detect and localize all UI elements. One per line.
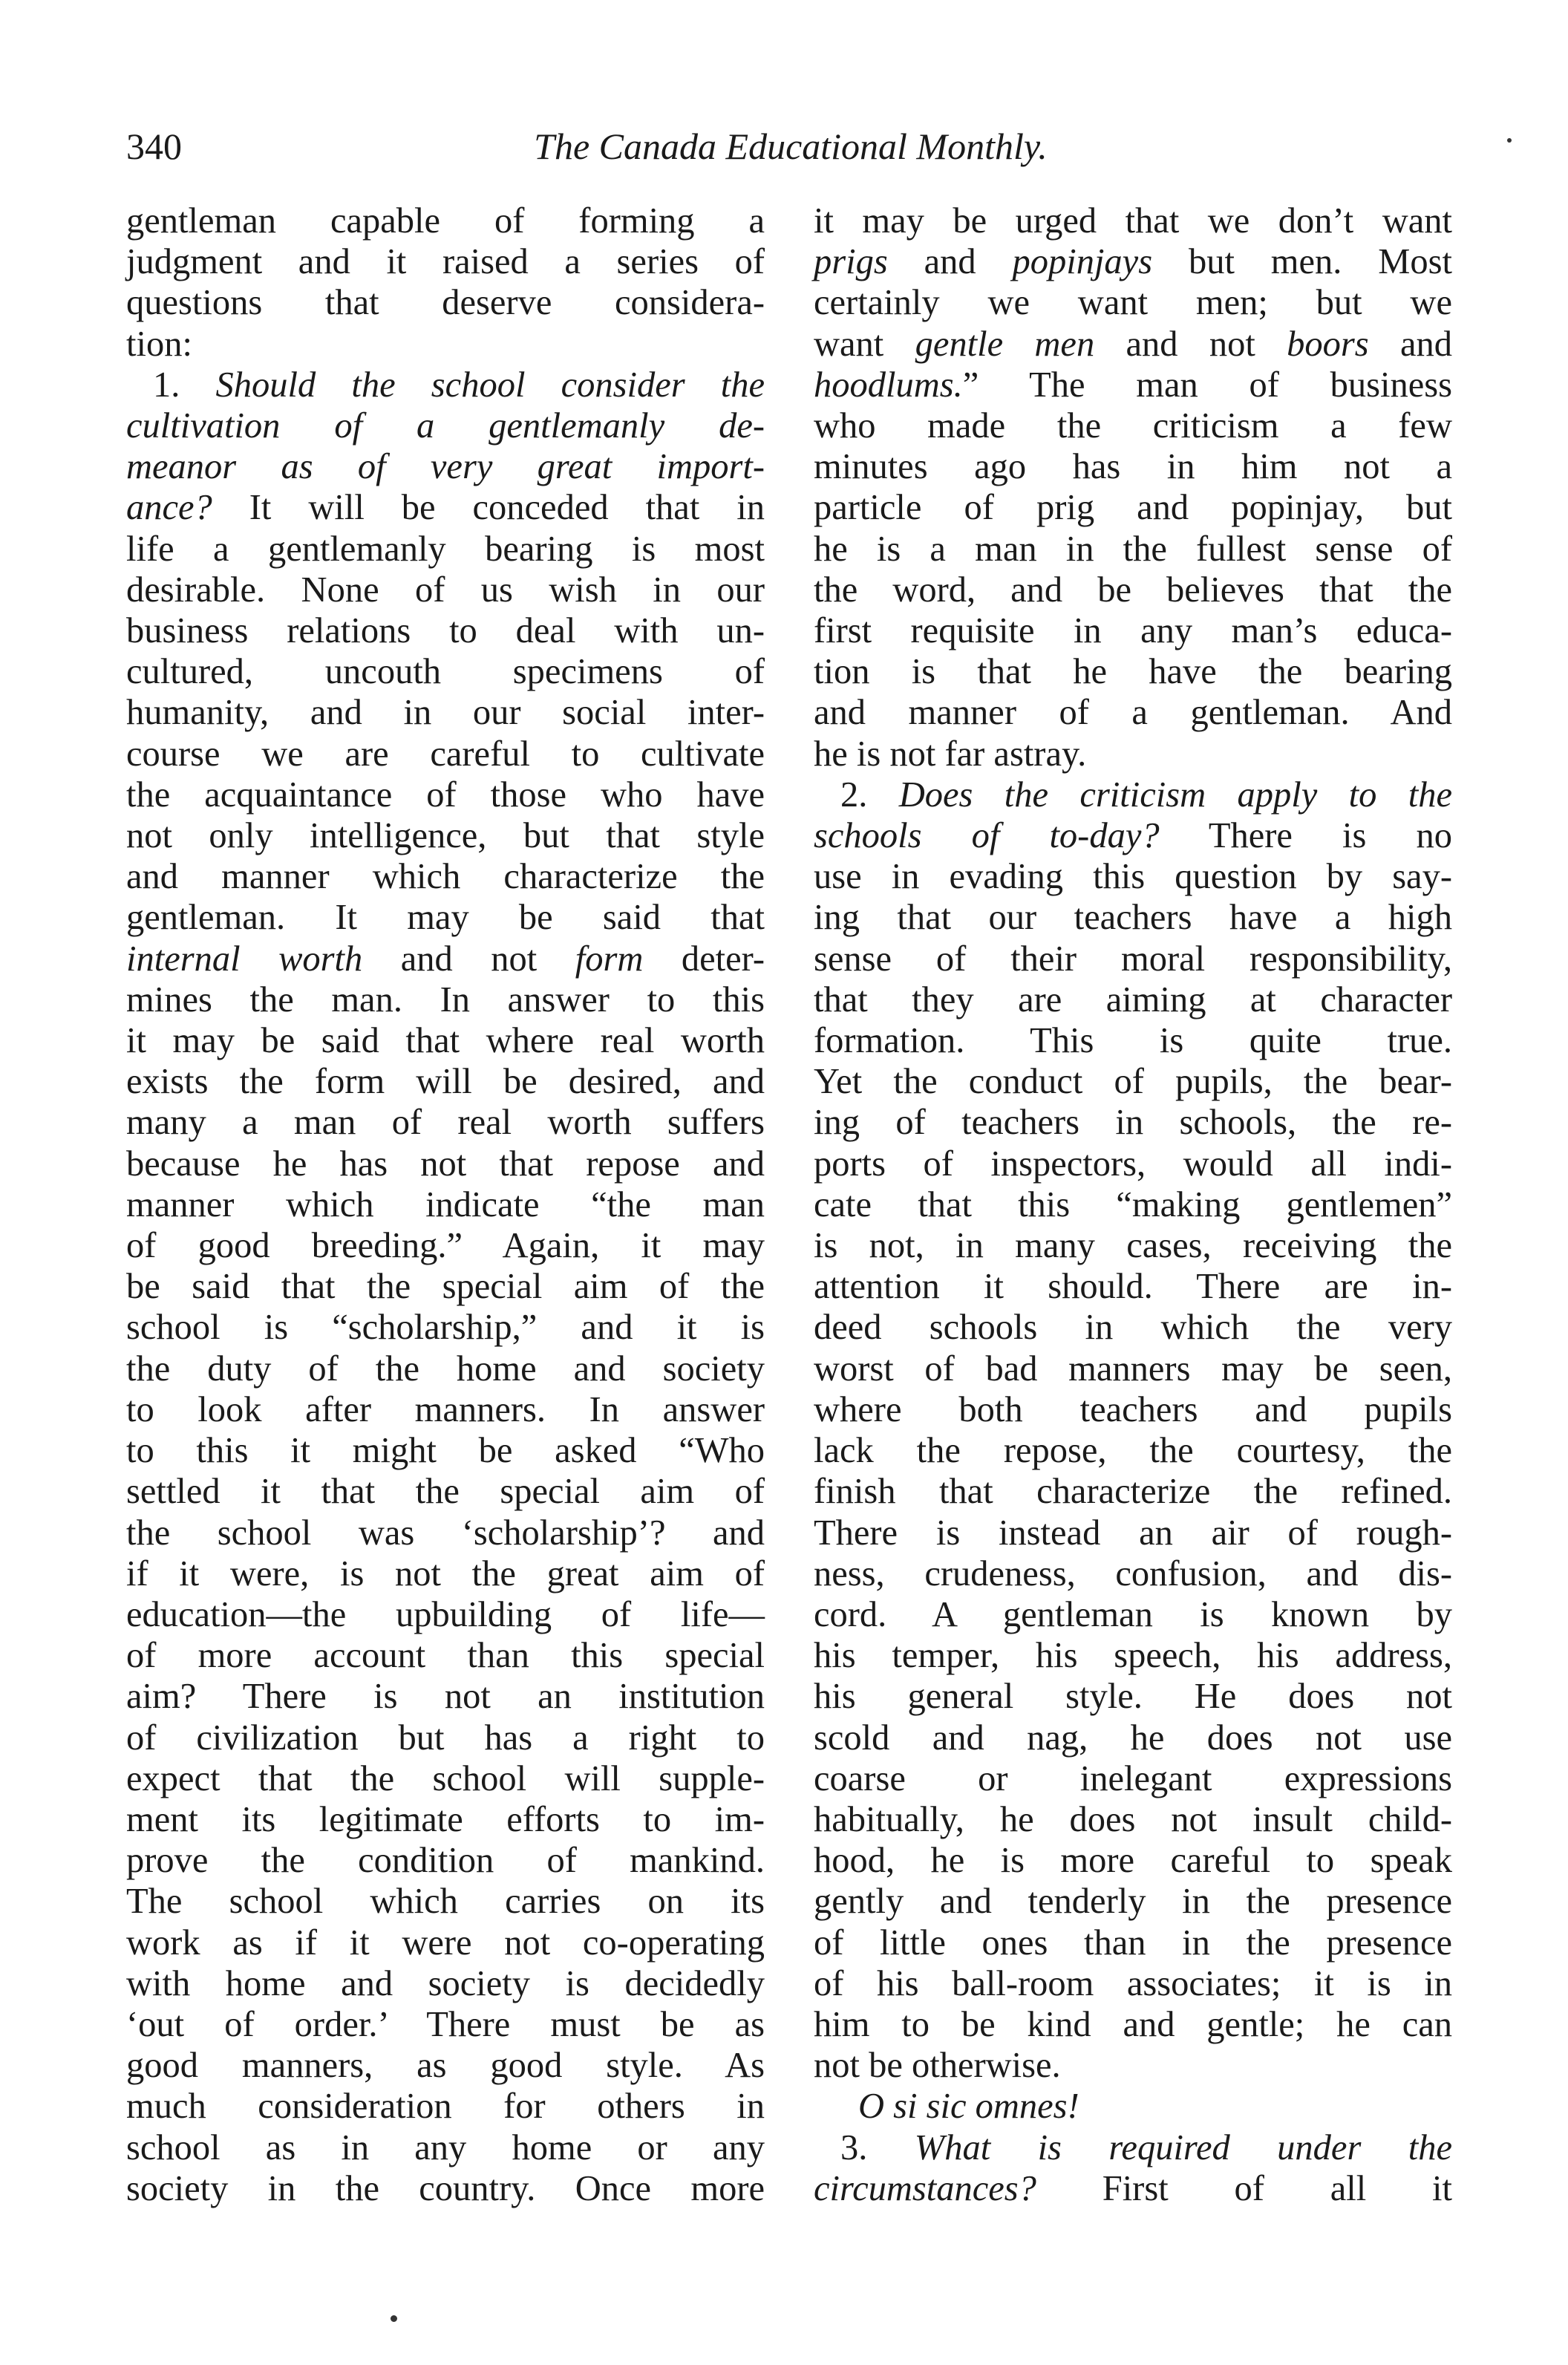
text-line: many a man of real worth suffers (126, 1103, 765, 1143)
text-line: because he has not that repose and (126, 1144, 765, 1184)
text-line: O si sic omnes! (858, 2087, 1079, 2127)
text-line: is not, in many cases, receiving the (814, 1226, 1452, 1266)
text-line: good manners, as good style. As (126, 2046, 765, 2086)
text-line: humanity, and in our social inter- (126, 693, 765, 733)
text-line: formation. This is quite true. (814, 1021, 1452, 1061)
page-header (126, 125, 1455, 192)
text-line: 3. What is required under the (840, 2127, 1453, 2167)
text-line: particle of prig and popinjay, but (814, 488, 1452, 528)
page-number: 340 (126, 125, 182, 167)
text-line: schools of to-day? There is no (814, 816, 1452, 856)
text-line: prove the condition of mankind. (126, 1841, 765, 1881)
text-line: life a gentlemanly bearing is most (126, 529, 765, 569)
text-line: expect that the school will supple- (126, 1758, 765, 1798)
text-line: gentleman capable of forming a (126, 201, 765, 241)
text-line: it may be said that where real worth (126, 1021, 765, 1061)
text-line: gently and tenderly in the presence (814, 1882, 1452, 1922)
text-line: deed schools in which the very (814, 1308, 1452, 1348)
text-line: hood, he is more careful to speak (814, 1841, 1452, 1881)
text-line: cultivation of a gentlemanly de- (126, 406, 765, 446)
text-line: minutes ago has in him not a (814, 447, 1452, 487)
text-line: much consideration for others in (126, 2087, 765, 2127)
text-line: his temper, his speech, his address, (814, 1636, 1452, 1676)
text-line: finish that characterize the refined. (814, 1472, 1452, 1512)
text-line: attention it should. There are in- (814, 1267, 1452, 1307)
right-column (814, 200, 1452, 2209)
text-line: and manner of a gentleman. And (814, 693, 1452, 733)
text-line: worst of bad manners may be seen, (814, 1348, 1452, 1389)
text-line: habitually, he does not insult child- (814, 1799, 1452, 1839)
text-line: he is a man in the fullest sense of (814, 529, 1452, 569)
text-line: mines the man. In answer to this (126, 979, 765, 1020)
text-line: exists the form will be desired, and (126, 1062, 765, 1102)
text-line: society in the country. Once more (126, 2168, 765, 2208)
text-line: it may be urged that we don’t want (814, 201, 1452, 241)
text-line: not only intelligence, but that style (126, 816, 765, 856)
text-line: 2. Does the criticism apply to the (840, 774, 1452, 815)
text-line: coarse or inelegant expressions (814, 1758, 1452, 1798)
text-line: not be otherwise. (814, 2046, 1061, 2086)
text-line: ports of inspectors, would all indi- (814, 1144, 1452, 1184)
text-line: ness, crudeness, confusion, and dis- (814, 1553, 1452, 1593)
text-line: the acquaintance of those who have (126, 774, 765, 815)
text-line: to look after manners. In answer (126, 1389, 765, 1429)
text-line: his general style. He does not (814, 1677, 1452, 1717)
text-line: ance? It will be conceded that in (126, 488, 765, 528)
text-line: where both teachers and pupils (814, 1389, 1452, 1429)
text-line: to this it might be asked “Who (126, 1431, 765, 1471)
text-line: that they are aiming at character (814, 979, 1452, 1020)
text-line: circumstances? First of all it (814, 2168, 1452, 2208)
text-line: who made the criticism a few (814, 406, 1452, 446)
text-line: ment its legitimate efforts to im- (126, 1799, 765, 1839)
text-line: cord. A gentleman is known by (814, 1594, 1452, 1634)
text-line: of good breeding.” Again, it may (126, 1226, 765, 1266)
text-line: tion is that he have the bearing (814, 652, 1452, 692)
text-line: meanor as of very great import- (126, 447, 765, 487)
text-line: tion: (126, 324, 192, 364)
text-line: prigs and popinjays but men. Most (814, 242, 1452, 282)
text-line: The school which carries on its (126, 1882, 765, 1922)
text-line: judgment and it raised a series of (126, 242, 765, 282)
text-line: work as if it were not co-operating (126, 1922, 765, 1963)
text-line: ing that our teachers have a high (814, 898, 1452, 938)
text-line: want gentle men and not boors and (814, 324, 1452, 364)
text-line: scold and nag, he does not use (814, 1718, 1452, 1758)
text-line: 1. Should the school consider the (153, 365, 765, 405)
text-line: be said that the special aim of the (126, 1267, 765, 1307)
text-line: him to be kind and gentle; he can (814, 2004, 1452, 2044)
text-line: ‘out of order.’ There must be as (126, 2004, 765, 2044)
text-line: course we are careful to cultivate (126, 734, 765, 774)
text-line: sense of their moral responsibility, (814, 939, 1452, 979)
left-column (126, 200, 765, 2209)
text-line: lack the repose, the courtesy, the (814, 1431, 1452, 1471)
text-line: cate that this “making gentlemen” (814, 1184, 1452, 1224)
text-line: with home and society is decidedly (126, 1963, 765, 2003)
text-line: aim? There is not an institution (126, 1677, 765, 1717)
text-line: There is instead an air of rough- (814, 1513, 1452, 1553)
running-title: The Canada Educational Monthly. (534, 125, 1048, 167)
text-line: desirable. None of us wish in our (126, 570, 765, 610)
stray-dot-mark (1507, 138, 1512, 143)
text-line: school as in any home or any (126, 2127, 765, 2167)
text-line: gentleman. It may be said that (126, 898, 765, 938)
text-line: hoodlums.” The man of business (814, 365, 1452, 405)
text-line: if it were, is not the great aim of (126, 1553, 765, 1593)
text-line: and manner which characterize the (126, 857, 765, 897)
text-line: cultured, uncouth specimens of (126, 652, 765, 692)
text-line: the word, and be believes that the (814, 570, 1452, 610)
text-line: Yet the conduct of pupils, the bear- (814, 1062, 1452, 1102)
text-line: use in evading this question by say- (814, 857, 1452, 897)
text-line: questions that deserve considera- (126, 283, 765, 323)
text-line: school is “scholarship,” and it is (126, 1308, 765, 1348)
text-line: ing of teachers in schools, the re- (814, 1103, 1452, 1143)
text-line: manner which indicate “the man (126, 1184, 765, 1224)
text-line: first requisite in any man’s educa- (814, 611, 1452, 651)
text-line: of his ball-room associates; it is in (814, 1963, 1452, 2003)
text-line: settled it that the special aim of (126, 1472, 765, 1512)
text-line: of little ones than in the presence (814, 1922, 1452, 1963)
text-line: certainly we want men; but we (814, 283, 1452, 323)
text-line: of more account than this special (126, 1636, 765, 1676)
text-line: he is not far astray. (814, 734, 1087, 774)
stray-dot-mark (391, 2315, 397, 2322)
text-line: business relations to deal with un- (126, 611, 765, 651)
text-line: internal worth and not form deter- (126, 939, 765, 979)
text-line: of civilization but has a right to (126, 1718, 765, 1758)
text-line: the duty of the home and society (126, 1348, 765, 1389)
text-line: the school was ‘scholarship’? and (126, 1513, 765, 1553)
text-line: education—the upbuilding of life— (126, 1594, 765, 1634)
